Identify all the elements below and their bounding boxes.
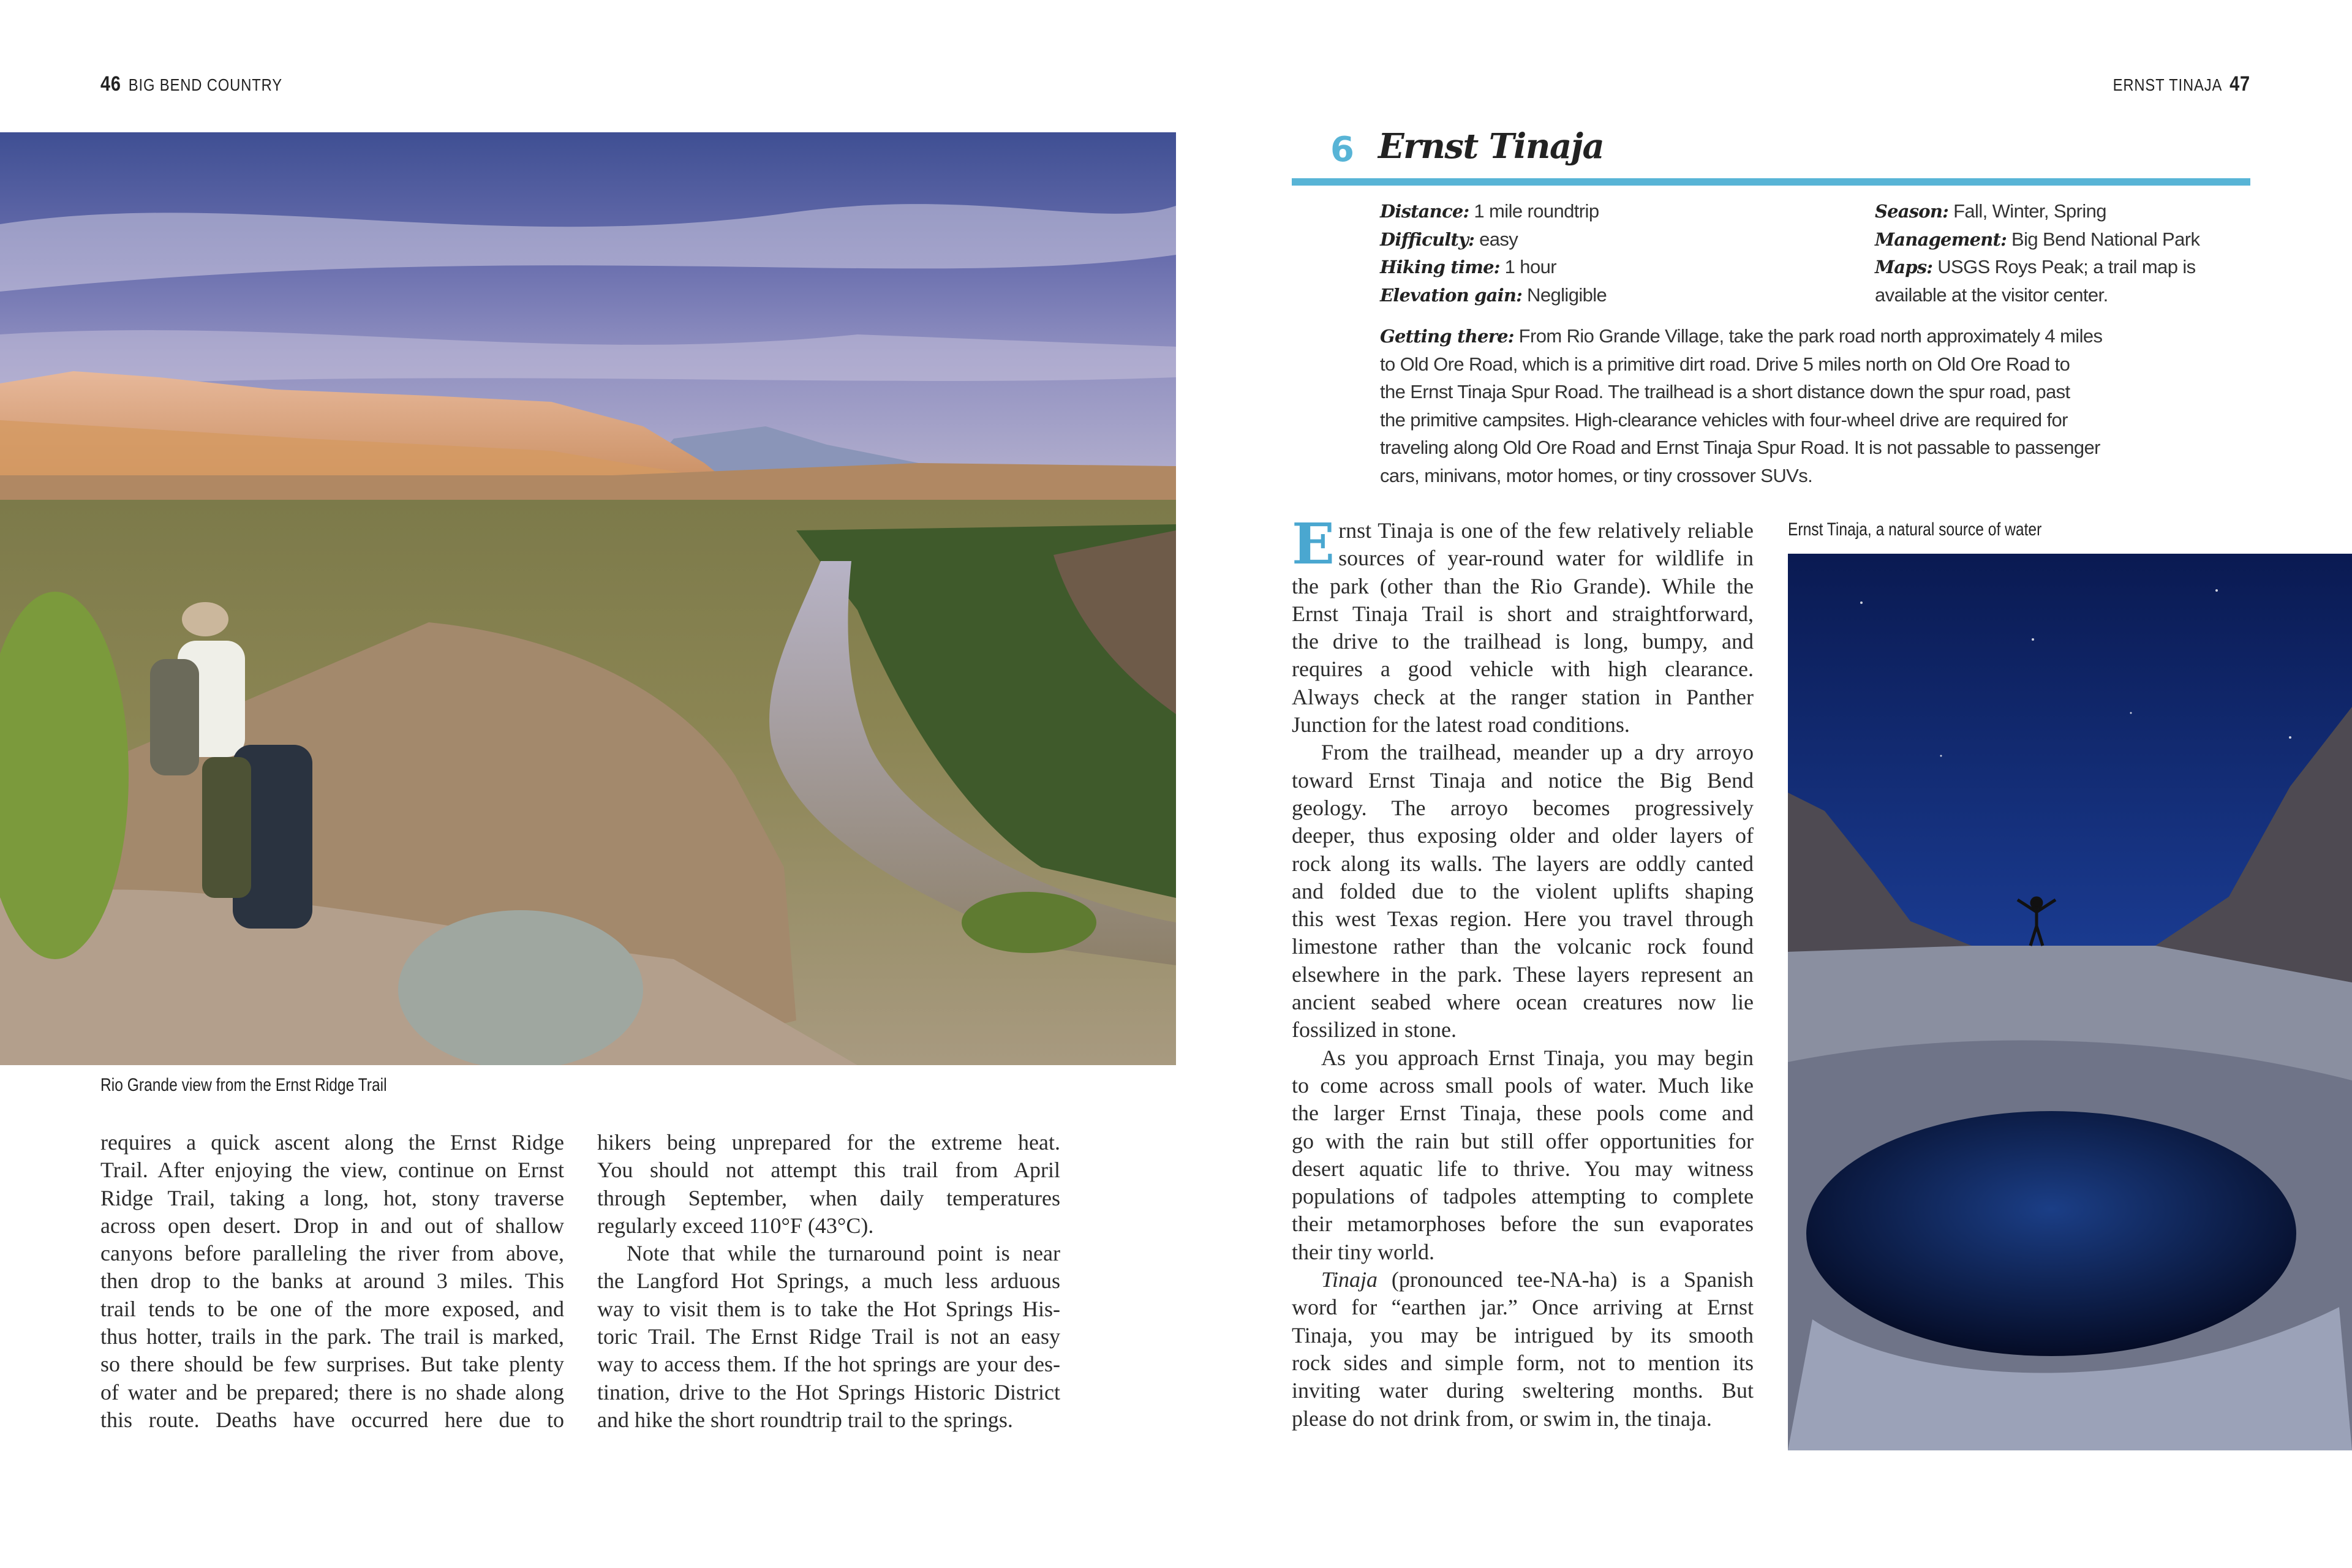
text-line: to come across small pools of water. Much like bbox=[1292, 1072, 1754, 1098]
ernst-tinaja-photo bbox=[1788, 554, 2352, 1450]
text-line: across open desert. Drop in and out of shallow bbox=[100, 1213, 564, 1238]
getting-there-line bbox=[1380, 434, 2102, 462]
text-line: geology. The arroyo becomes progressively bbox=[1292, 795, 1754, 820]
running-head-right bbox=[2113, 72, 2250, 96]
info-label: Hiking time: bbox=[1380, 257, 1500, 277]
text-line: canyons before paralleling the river from above, bbox=[100, 1241, 564, 1266]
info-value: Fall, Winter, Spring bbox=[1953, 200, 2106, 222]
getting-there-line bbox=[1380, 378, 2102, 406]
info-value: Big Bend National Park bbox=[2011, 228, 2200, 250]
running-head-left bbox=[100, 72, 282, 96]
info-row bbox=[1380, 225, 1607, 254]
text-line: go with the rain but still offer opportunities for bbox=[1292, 1128, 1754, 1153]
page-number: 46 bbox=[100, 72, 121, 96]
info-label: Management: bbox=[1875, 228, 2007, 250]
text-line: rock along its walls. The layers are oddly canted bbox=[1292, 851, 1754, 876]
page-number: 47 bbox=[2230, 72, 2250, 96]
text-line: the larger Ernst Tinaja, these pools come and bbox=[1292, 1101, 1754, 1126]
info-value: Negligible bbox=[1527, 284, 1607, 306]
info-row bbox=[1875, 281, 2199, 309]
info-label: Distance: bbox=[1380, 201, 1469, 222]
photo-caption: Ernst Tinaja, a natural source of water bbox=[1788, 519, 2042, 540]
italic-word: Tinaja bbox=[1321, 1267, 1392, 1292]
hike-info-left bbox=[1380, 197, 1607, 309]
text-line: trail tends to be one of the more exposed, and bbox=[100, 1296, 564, 1321]
info-value: USGS Roys Peak; a trail map is bbox=[1937, 256, 2196, 277]
text-line: fossilized in stone. bbox=[1292, 1017, 1457, 1042]
info-row bbox=[1380, 253, 1607, 281]
text-line: deeper, thus exposing older and older layers of bbox=[1292, 823, 1754, 848]
info-label: Season: bbox=[1875, 201, 1949, 222]
info-value: available at the visitor center. bbox=[1875, 284, 2108, 306]
text-line: sources of year-round water for wildlife in bbox=[1338, 546, 1754, 571]
getting-there-text: the Ernst Tinaja Spur Road. The trailhead is a short distance down the spur road, past bbox=[1380, 381, 2070, 402]
drop-cap: E bbox=[1292, 511, 1335, 577]
text-line: then drop to the banks at around 3 miles. This bbox=[100, 1268, 564, 1294]
text-line: the park (other than the Rio Grande). While the bbox=[1292, 573, 1754, 598]
text-line: this west Texas region. Here you travel through bbox=[1292, 907, 1754, 932]
text-line: requires a good vehicle with high clearance. bbox=[1292, 657, 1754, 682]
text-line: hikers being unprepared for the extreme heat. bbox=[597, 1130, 1060, 1155]
text-line: rnst Tinaja is one of the few relatively reliable bbox=[1338, 518, 1754, 543]
getting-there bbox=[1380, 322, 2102, 489]
text-line: thus hotter, trails in the park. The trail is marked, bbox=[100, 1324, 564, 1349]
text-line: and hike the short roundtrip trail to the springs. bbox=[597, 1407, 1013, 1432]
text-line: toward Ernst Tinaja and notice the Big Bend bbox=[1292, 767, 1754, 793]
section-title: BIG BEND COUNTRY bbox=[128, 75, 282, 94]
text-line: requires a quick ascent along the Ernst Ridge bbox=[100, 1130, 564, 1155]
text-line: ancient seabed where ocean creatures now lie bbox=[1292, 990, 1754, 1015]
info-row bbox=[1380, 281, 1607, 309]
text-line: Trail. After enjoying the view, continue on Ernst bbox=[100, 1158, 564, 1183]
text-line: the drive to the trailhead is long, bumpy, and bbox=[1292, 629, 1754, 654]
getting-there-line bbox=[1380, 462, 2102, 490]
info-value: 1 mile roundtrip bbox=[1474, 200, 1599, 222]
text-line: Junction for the latest road conditions. bbox=[1292, 712, 1630, 737]
text-line: Always check at the ranger station in Panther bbox=[1292, 684, 1754, 709]
text-line: Note that while the turnaround point is near bbox=[627, 1241, 1060, 1266]
info-value: easy bbox=[1479, 228, 1518, 250]
text-line: way to access them. If the hot springs are your des- bbox=[597, 1352, 1060, 1377]
info-row bbox=[1875, 253, 2199, 281]
info-row bbox=[1875, 197, 2199, 225]
getting-there-text: traveling along Old Ore Road and Ernst Tinaja Spur Road. It is not passable to passenger bbox=[1380, 437, 2100, 458]
info-value: 1 hour bbox=[1504, 256, 1556, 277]
info-label: Difficulty: bbox=[1380, 228, 1475, 250]
info-label: Elevation gain: bbox=[1380, 284, 1523, 306]
text-line: and folded due to the violent uplifts shaping bbox=[1292, 878, 1754, 903]
text-line: Ridge Trail, taking a long, hot, stony traverse bbox=[100, 1185, 564, 1210]
text-line: Ernst Tinaja Trail is short and straightforward, bbox=[1292, 601, 1754, 626]
text-line: through September, when daily temperatures bbox=[597, 1185, 1060, 1210]
text-line: their metamorphoses before the sun evaporates bbox=[1292, 1212, 1754, 1237]
text-line bbox=[1292, 1266, 1754, 1294]
photo-caption: Rio Grande view from the Ernst Ridge Trail bbox=[100, 1075, 387, 1095]
text-line: As you approach Ernst Tinaja, you may begin bbox=[1321, 1045, 1754, 1070]
text-span: (pronounced tee-NA-ha) is a Spanish bbox=[1391, 1267, 1754, 1292]
getting-there-text: to Old Ore Road, which is a primitive dirt road. Drive 5 miles north on Old Ore Road to bbox=[1380, 353, 2070, 375]
text-line: You should not attempt this trail from April bbox=[597, 1158, 1060, 1183]
text-line: their tiny world. bbox=[1292, 1239, 1434, 1264]
info-row bbox=[1380, 197, 1607, 225]
text-line: populations of tadpoles attempting to complete bbox=[1292, 1184, 1754, 1209]
getting-there-line bbox=[1380, 322, 2102, 350]
text-line: inviting water during sweltering months. But bbox=[1292, 1378, 1754, 1403]
body-column-1 bbox=[100, 1129, 564, 1434]
text-line: Tinaja, you may be intrigued by its smooth bbox=[1292, 1322, 1754, 1348]
text-line: regularly exceed 110°F (43°C). bbox=[597, 1213, 874, 1238]
info-label: Maps: bbox=[1875, 257, 1933, 277]
info-row bbox=[1875, 225, 2199, 254]
getting-there-line bbox=[1380, 350, 2102, 379]
text-line: limestone rather than the volcanic rock found bbox=[1292, 934, 1754, 959]
text-line: rock sides and simple form, not to mention its bbox=[1292, 1350, 1754, 1375]
getting-there-line bbox=[1380, 406, 2102, 434]
hike-title: Ernst Tinaja bbox=[1378, 126, 1604, 167]
text-line: this route. Deaths have occurred here due to bbox=[100, 1407, 564, 1432]
text-line: so there should be few surprises. But take plenty bbox=[100, 1352, 564, 1377]
text-line: of water and be prepared; there is no shade along bbox=[100, 1379, 564, 1404]
hike-info-right bbox=[1875, 197, 2199, 309]
chapter-title: ERNST TINAJA bbox=[2113, 75, 2223, 94]
text-line: please do not drink from, or swim in, the tinaja. bbox=[1292, 1406, 1712, 1431]
body-column-3 bbox=[1292, 511, 1754, 1433]
text-line: word for “earthen jar.” Once arriving at Ernst bbox=[1292, 1295, 1754, 1320]
text-line: the Langford Hot Springs, a much less arduous bbox=[597, 1268, 1060, 1294]
body-column-2 bbox=[597, 1129, 1060, 1434]
text-line: way to visit them is to take the Hot Springs His- bbox=[597, 1296, 1060, 1321]
getting-there-label: Getting there: bbox=[1380, 326, 1514, 347]
getting-there-text: From Rio Grande Village, take the park road north approximately 4 miles bbox=[1513, 325, 2103, 347]
text-line: elsewhere in the park. These layers represent an bbox=[1292, 962, 1754, 987]
getting-there-text: the primitive campsites. High-clearance vehicles with four-wheel drive are required for bbox=[1380, 409, 2068, 431]
text-line: From the trailhead, meander up a dry arroyo bbox=[1321, 740, 1754, 765]
rio-grande-photo bbox=[0, 132, 1176, 1065]
text-line: toric Trail. The Ernst Ridge Trail is not an easy bbox=[597, 1324, 1060, 1349]
hike-number: 6 bbox=[1330, 130, 1354, 170]
text-line: desert aquatic life to thrive. You may witness bbox=[1292, 1156, 1754, 1181]
text-line: tination, drive to the Hot Springs Historic District bbox=[597, 1379, 1060, 1404]
title-rule bbox=[1292, 178, 2250, 186]
getting-there-text: cars, minivans, motor homes, or tiny crossover SUVs. bbox=[1380, 464, 1813, 486]
